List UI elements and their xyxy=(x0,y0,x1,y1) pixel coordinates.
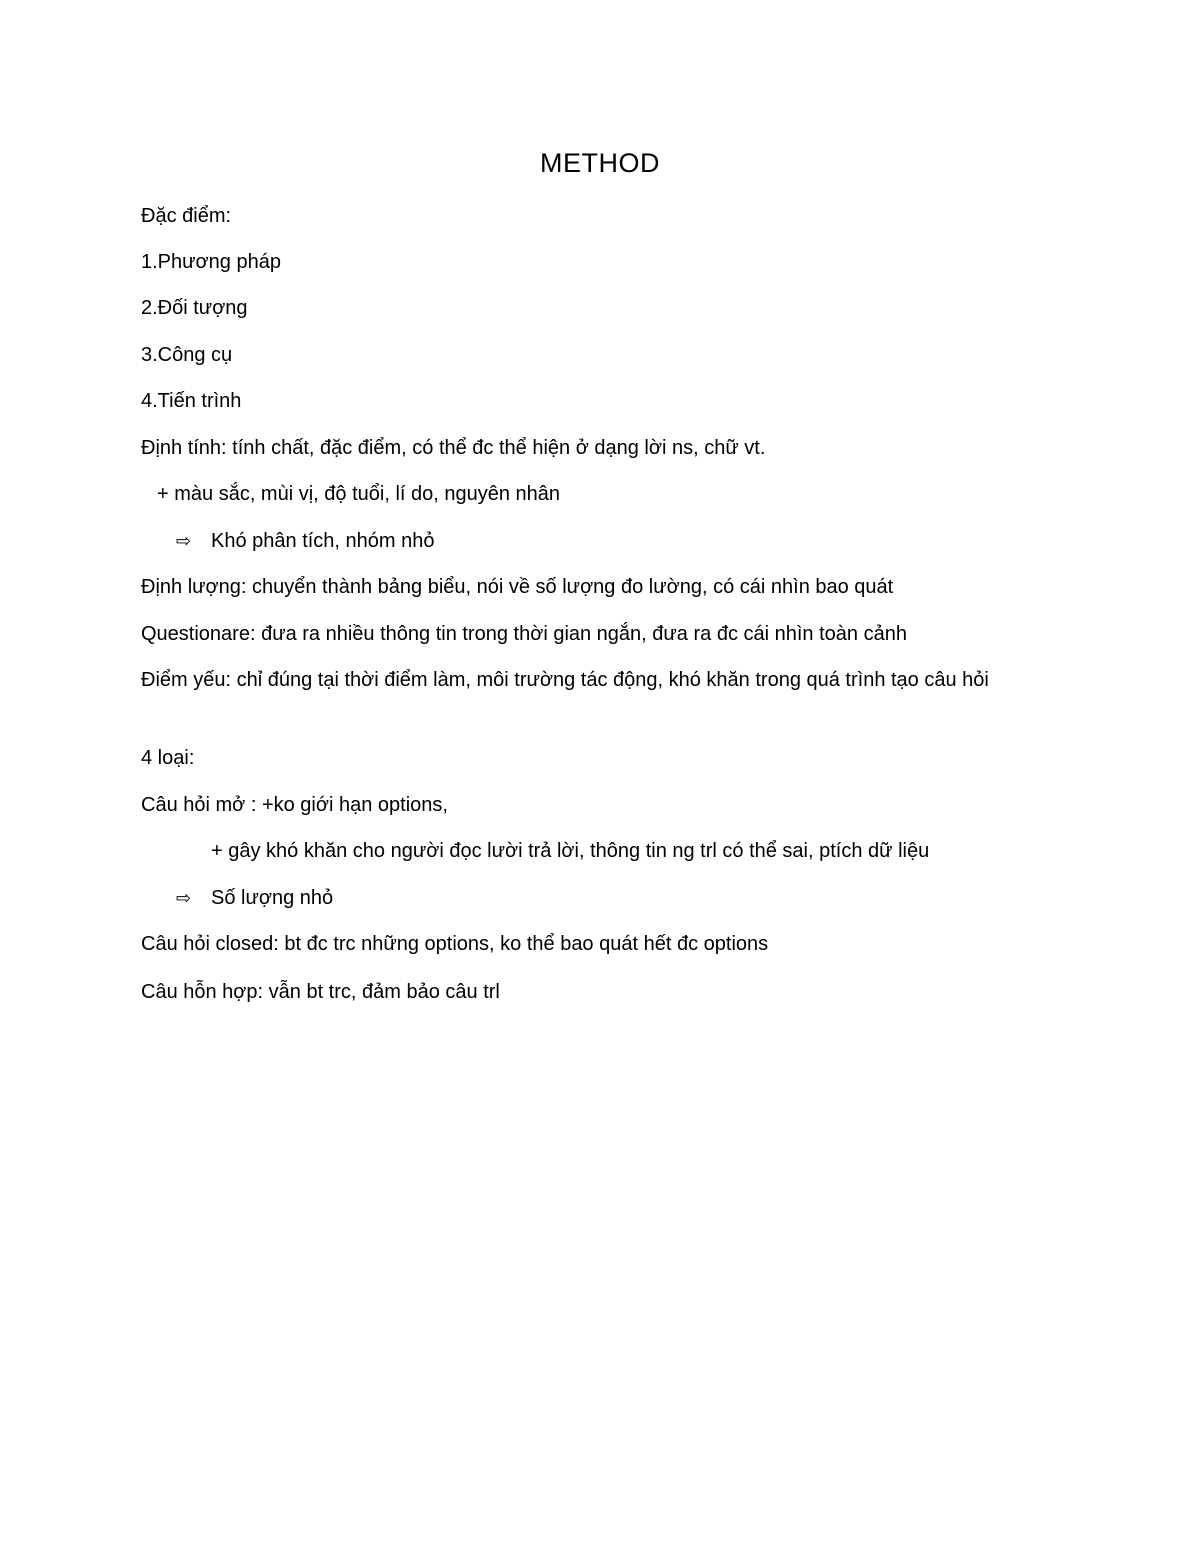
arrow-right-icon: ⇨ xyxy=(176,888,192,908)
text-line-phuong-phap: 1.Phương pháp xyxy=(141,251,281,273)
text-line-diem-yeu: Điểm yếu: chỉ đúng tại thời điểm làm, môi trường tác động, khó khăn trong quá trình tạo câu hỏi xyxy=(141,669,989,691)
text-line-dinh-luong: Định lượng: chuyển thành bảng biểu, nói về số lượng đo lường, có cái nhìn bao quát xyxy=(141,576,894,598)
text-line-kho-phan-tich: Khó phân tích, nhóm nhỏ xyxy=(211,530,435,552)
arrow-right-icon: ⇨ xyxy=(176,531,192,551)
text-line-so-luong-nho: Số lượng nhỏ xyxy=(211,887,334,909)
text-line-cau-hon-hop: Câu hỗn hợp: vẫn bt trc, đảm bảo câu trl xyxy=(141,981,500,1003)
text-line-dinh-tinh: Định tính: tính chất, đặc điểm, có thể đc thể hiện ở dạng lời ns, chữ vt. xyxy=(141,437,766,459)
text-line-cau-hoi-mo: Câu hỏi mở : +ko giới hạn options, xyxy=(141,794,448,816)
text-line-cong-cu: 3.Công cụ xyxy=(141,344,233,366)
text-line-4-loai: 4 loại: xyxy=(141,747,195,769)
text-line-cau-hoi-closed: Câu hỏi closed: bt đc trc những options, ko thể bao quát hết đc options xyxy=(141,933,769,955)
text-line-gay-kho-khan: + gây khó khăn cho người đọc lười trả lời, thông tin ng trl có thể sai, ptích dữ liệu xyxy=(211,840,930,862)
text-line-tien-trinh: 4.Tiến trình xyxy=(141,390,242,412)
page-title: METHOD xyxy=(540,148,660,178)
text-line-mau-sac: + màu sắc, mùi vị, độ tuổi, lí do, nguyên nhân xyxy=(157,483,561,505)
text-line-dac-diem: Đặc điểm: xyxy=(141,205,232,227)
text-line-questionare: Questionare: đưa ra nhiều thông tin trong thời gian ngắn, đưa ra đc cái nhìn toàn cảnh xyxy=(141,623,907,645)
text-line-doi-tuong: 2.Đối tượng xyxy=(141,297,248,319)
